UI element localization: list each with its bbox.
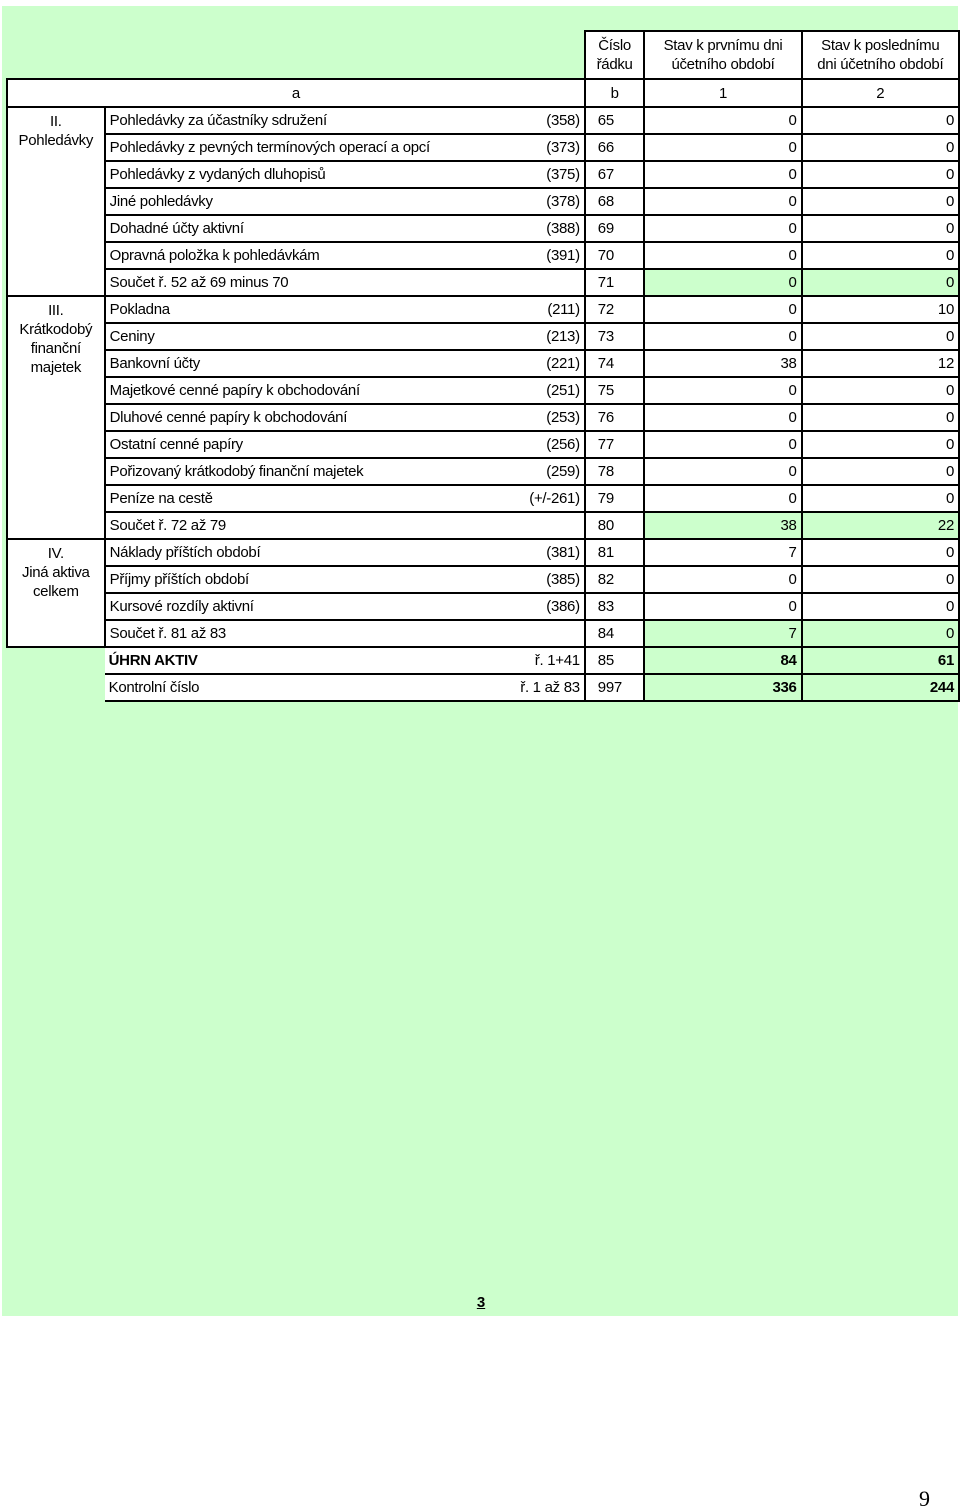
row-value-last: 0 [802,134,959,161]
balance-sheet-table [6,30,960,702]
table-row [7,188,959,215]
row-name: Ostatní cenné papíry [105,431,517,458]
header-label-b: b [585,79,645,107]
section-label-line: celkem [32,583,79,600]
total-value-first: 336 [644,674,801,701]
total-number: 80 [585,512,645,539]
row-value-last: 0 [802,188,959,215]
total-number: 84 [585,620,645,647]
total-value-last: 0 [802,269,959,296]
row-value-last: 0 [802,485,959,512]
row-number: 72 [585,296,645,323]
row-number: 66 [585,134,645,161]
total-value-last: 22 [802,512,959,539]
section-label-line: III. [48,302,64,319]
row-value-first: 0 [644,323,801,350]
section-label [7,107,105,296]
table-row [7,566,959,593]
total-value-first: 38 [644,512,801,539]
total-name: Kontrolní číslo [105,674,517,701]
section-label-line: IV. [47,545,64,562]
total-value-first: 7 [644,620,801,647]
total-number: 71 [585,269,645,296]
row-name: Dohadné účty aktivní [105,215,517,242]
header-letter-row [7,79,959,107]
row-number: 77 [585,431,645,458]
row-number: 65 [585,107,645,134]
row-value-last: 0 [802,107,959,134]
row-value-last: 0 [802,458,959,485]
spacer-cell [7,674,105,701]
total-account: ř. 1+41 [516,647,585,674]
row-value-last: 0 [802,215,959,242]
header-label-1: 1 [644,79,801,107]
inner-page-number: 3 [476,1294,486,1311]
row-value-first: 0 [644,161,801,188]
row-number: 74 [585,350,645,377]
row-value-first: 0 [644,593,801,620]
row-name: Kursové rozdíly aktivní [105,593,517,620]
row-account: (375) [516,161,585,188]
row-account: (256) [516,431,585,458]
section-label [7,296,105,539]
row-number: 69 [585,215,645,242]
row-number: 83 [585,593,645,620]
row-number: 79 [585,485,645,512]
section-label-line: Krátkodobý [19,321,93,338]
row-name: Bankovní účty [105,350,517,377]
section-total-row [7,269,959,296]
row-name: Peníze na cestě [105,485,517,512]
table-row [7,377,959,404]
row-number: 75 [585,377,645,404]
row-account: (213) [516,323,585,350]
total-name: Součet ř. 81 až 83 [105,620,585,647]
total-name: Součet ř. 52 až 69 minus 70 [105,269,585,296]
total-name: ÚHRN AKTIV [105,647,517,674]
section-label-line: finanční [30,340,81,357]
row-number: 76 [585,404,645,431]
total-number: 85 [585,647,645,674]
table-row [7,593,959,620]
row-value-last: 0 [802,566,959,593]
row-account: (381) [516,539,585,566]
total-value-last: 244 [802,674,959,701]
row-value-last: 0 [802,593,959,620]
table-row [7,431,959,458]
row-account: (211) [516,296,585,323]
row-name: Příjmy příštích období [105,566,517,593]
total-number: 997 [585,674,645,701]
row-account: (386) [516,593,585,620]
row-value-last: 0 [802,242,959,269]
row-value-last: 0 [802,161,959,188]
total-account: ř. 1 až 83 [516,674,585,701]
row-name: Dluhové cenné papíry k obchodování [105,404,517,431]
page-number: 9 [919,1486,930,1511]
row-account: (251) [516,377,585,404]
row-account: (259) [516,458,585,485]
row-name: Pohledávky z vydaných dluhopisů [105,161,517,188]
row-value-first: 0 [644,566,801,593]
row-number: 70 [585,242,645,269]
table-row [7,242,959,269]
row-value-first: 0 [644,107,801,134]
table-row [7,485,959,512]
total-value-last: 61 [802,647,959,674]
row-value-first: 0 [644,377,801,404]
row-account: (373) [516,134,585,161]
row-name: Náklady příštích období [105,539,517,566]
row-number: 73 [585,323,645,350]
row-value-first: 0 [644,485,801,512]
table-row [7,350,959,377]
total-value-first: 84 [644,647,801,674]
row-value-last: 0 [802,323,959,350]
row-value-last: 0 [802,539,959,566]
row-name: Pohledávky z pevných termínových operací a opcí [105,134,517,161]
row-account: (+/-261) [516,485,585,512]
row-value-first: 0 [644,296,801,323]
table-row [7,458,959,485]
section-label-line: Pohledávky [18,132,94,149]
row-value-last: 10 [802,296,959,323]
section-total-row [7,620,959,647]
row-value-first: 0 [644,242,801,269]
row-value-first: 0 [644,134,801,161]
row-account: (391) [516,242,585,269]
total-value-last: 0 [802,620,959,647]
row-value-first: 7 [644,539,801,566]
row-account: (253) [516,404,585,431]
control-number-row [7,674,959,701]
row-value-last: 12 [802,350,959,377]
column-header-first-day: Stav k prvnímu dni účetního období [644,31,801,79]
row-name: Jiné pohledávky [105,188,517,215]
header-label-2: 2 [802,79,959,107]
section-label [7,539,105,647]
row-value-first: 38 [644,350,801,377]
row-name: Pořizovaný krátkodobý finanční majetek [105,458,517,485]
row-account: (358) [516,107,585,134]
row-name: Opravná položka k pohledávkám [105,242,517,269]
row-number: 78 [585,458,645,485]
row-value-first: 0 [644,215,801,242]
row-value-first: 0 [644,431,801,458]
section-label-line: majetek [30,359,82,376]
row-account: (378) [516,188,585,215]
table-row [7,296,959,323]
row-name: Majetkové cenné papíry k obchodování [105,377,517,404]
row-name: Ceniny [105,323,517,350]
table-row [7,404,959,431]
section-label-line: II. [50,113,62,130]
row-number: 67 [585,161,645,188]
row-account: (385) [516,566,585,593]
row-value-last: 0 [802,431,959,458]
header-row [7,31,959,79]
header-label-a: a [7,79,585,107]
row-value-first: 0 [644,458,801,485]
table-row [7,215,959,242]
row-number: 81 [585,539,645,566]
table-row [7,107,959,134]
table-row [7,161,959,188]
row-account: (221) [516,350,585,377]
column-header-last-day: Stav k poslednímu dni účetního období [802,31,959,79]
row-value-last: 0 [802,404,959,431]
total-name: Součet ř. 72 až 79 [105,512,585,539]
grand-total-row [7,647,959,674]
table-row [7,539,959,566]
table-row [7,134,959,161]
column-header-row-number: Číslo řádku [585,31,645,79]
total-value-first: 0 [644,269,801,296]
section-label-line: Jiná aktiva [22,564,90,581]
row-value-first: 0 [644,188,801,215]
row-value-last: 0 [802,377,959,404]
row-name: Pohledávky za účastníky sdružení [105,107,517,134]
row-number: 68 [585,188,645,215]
section-total-row [7,512,959,539]
spacer-cell [7,647,105,674]
row-account: (388) [516,215,585,242]
row-name: Pokladna [105,296,517,323]
row-number: 82 [585,566,645,593]
row-value-first: 0 [644,404,801,431]
table-row [7,323,959,350]
